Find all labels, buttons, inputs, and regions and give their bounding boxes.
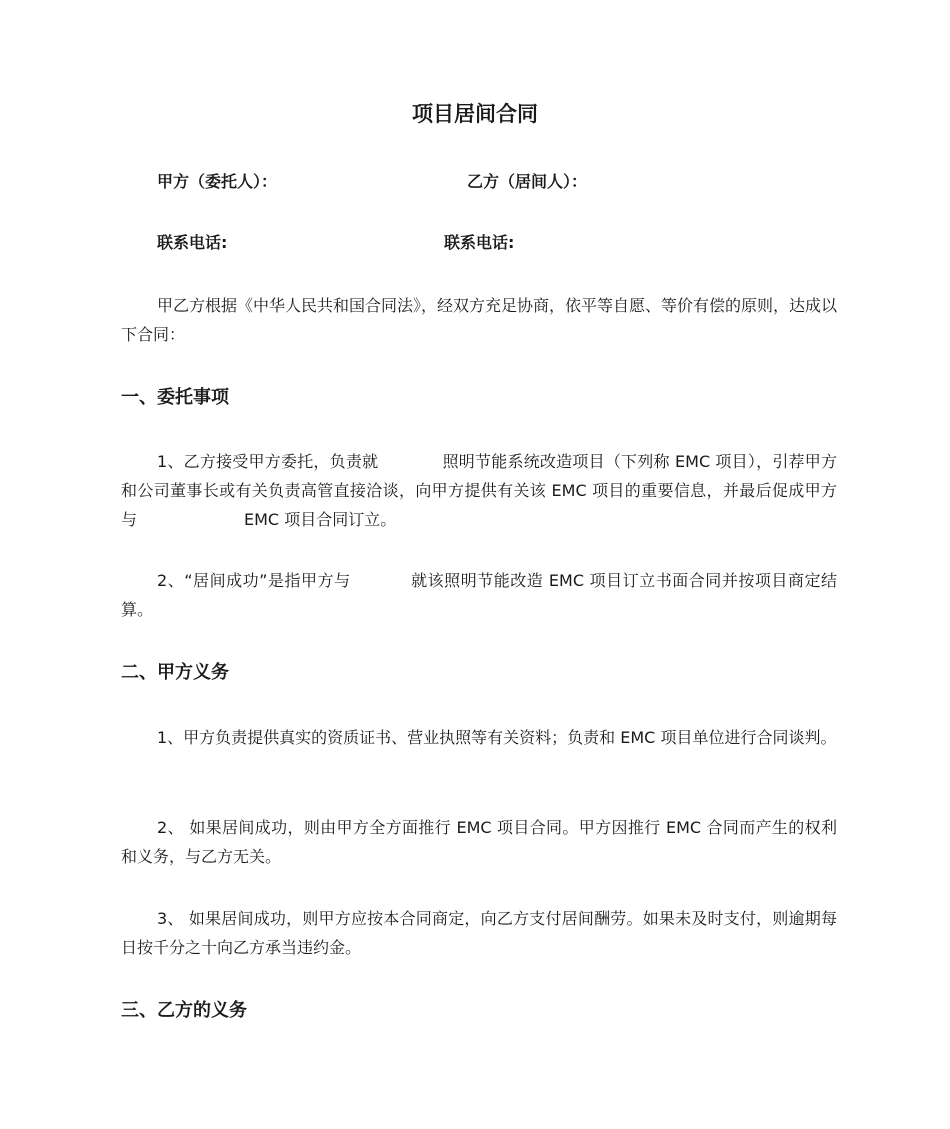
clause-1-1-text-c: EMC 项目合同订立。 bbox=[244, 510, 397, 529]
clause-1-2-text-a: 2、“居间成功”是指甲方与 bbox=[157, 571, 351, 590]
clause-1-1-text-a: 1、乙方接受甲方委托，负责就 bbox=[157, 452, 379, 471]
phone-a-label: 联系电话: bbox=[157, 233, 228, 252]
clause-2-3: 3、 如果居间成功，则甲方应按本合同商定，向乙方支付居间酬劳。如果未及时支付，则逾期每日按千分之十向乙方承当违约金。 bbox=[121, 909, 837, 957]
preamble-paragraph: 甲乙方根据《中华人民共和国合同法》，经双方充足协商，依平等自愿、等价有偿的原则，达成以下合同： bbox=[121, 296, 838, 344]
section-heading-3: 三、乙方的义务 bbox=[121, 1000, 247, 1021]
clause-1-1-text-b: 照明节能系统改造项目（下列称 EMC 项目），引荐甲方和公司董事长或有关负责高管直接洽谈，向甲方提供有关该 EMC 项目的重要信息，并最后促成甲方与 bbox=[121, 452, 838, 529]
party-b-label: 乙方（居间人）： bbox=[467, 172, 588, 191]
phone-b-label: 联系电话: bbox=[444, 233, 515, 252]
clause-1-1 bbox=[121, 447, 837, 534]
party-a-label: 甲方（委托人）： bbox=[157, 172, 278, 191]
clause-1-2 bbox=[121, 566, 837, 624]
clause-1-2-text-b: 就该照明节能改造 EMC 项目订立书面合同并按项目商定结算。 bbox=[121, 571, 837, 619]
section-heading-2: 二、甲方义务 bbox=[121, 662, 229, 683]
clause-2-1: 1、甲方负责提供真实的资质证书、营业执照等有关资料；负责和 EMC 项目单位进行合同谈判。 bbox=[157, 728, 837, 747]
document-title: 项目居间合同 bbox=[412, 102, 538, 126]
clause-2-2: 2、 如果居间成功，则由甲方全方面推行 EMC 项目合同。甲方因推行 EMC 合同而产生的权利和义务，与乙方无关。 bbox=[121, 818, 837, 866]
section-heading-1: 一、委托事项 bbox=[121, 387, 229, 408]
